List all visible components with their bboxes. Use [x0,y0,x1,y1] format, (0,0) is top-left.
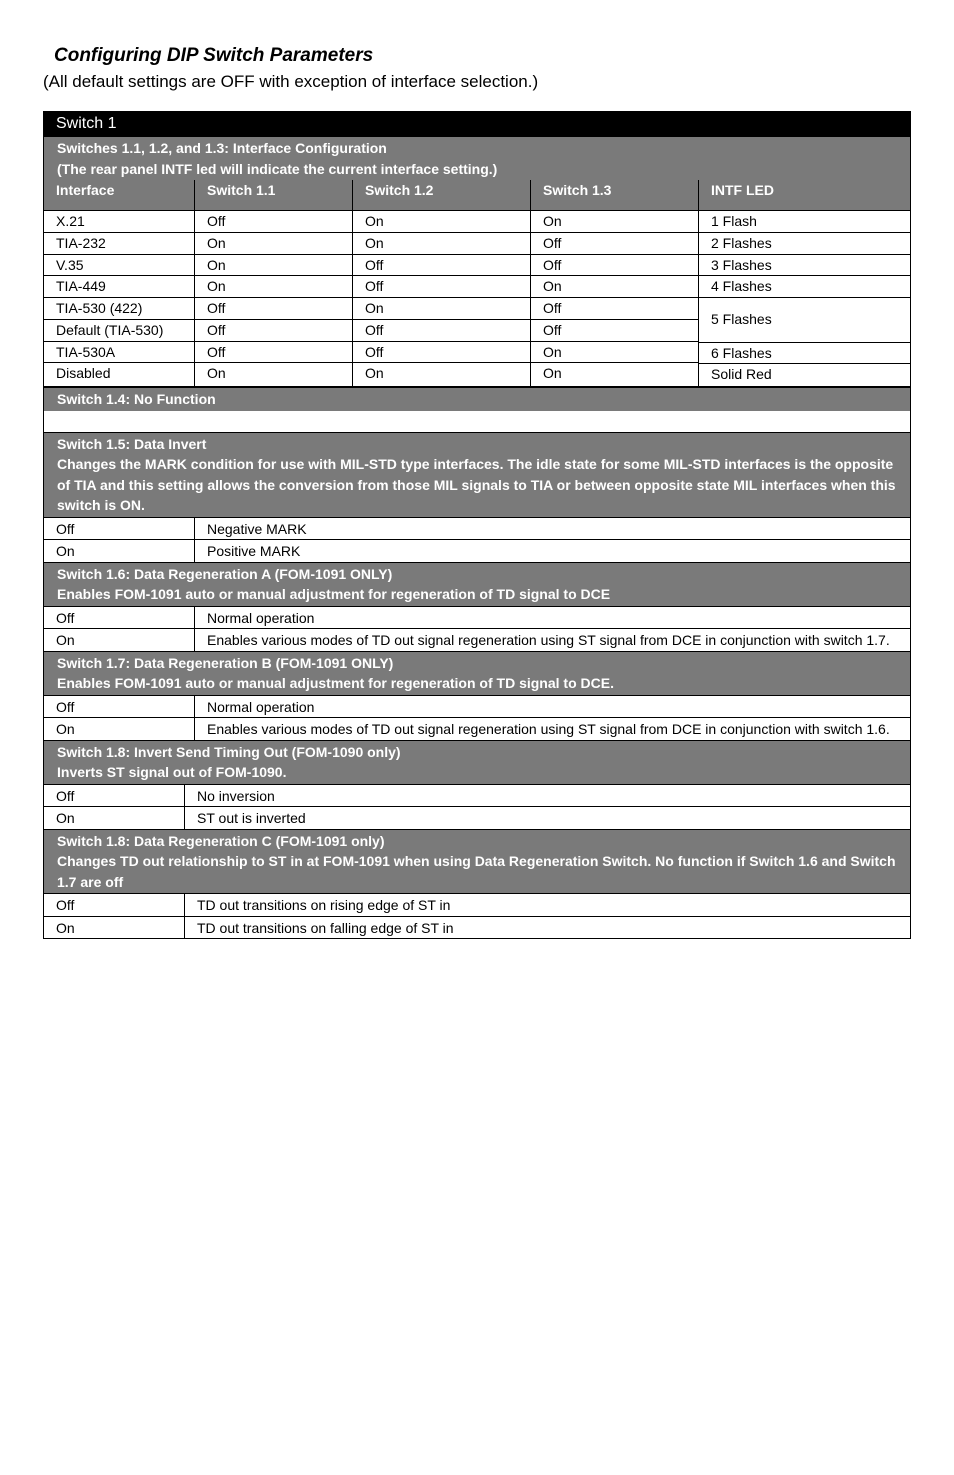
table-cell: 2 Flashes [699,233,910,255]
table-cell: On [543,365,562,382]
setting-value: Enables various modes of TD out signal regeneration using ST signal from DCE in conjunction with switch 1.7. [207,632,890,648]
column-header-switch-1-3: Switch 1.3 [531,180,699,210]
setting-key: On [44,540,195,562]
page-title: Configuring DIP Switch Parameters [54,45,374,66]
switch-1-5-header [43,433,911,517]
switch-1-8-invert-description: Inverts ST signal out of FOM-1090. [57,764,287,780]
table-cell: Off [353,255,530,277]
setting-key: Off [44,607,195,629]
setting-key: Off [44,785,185,807]
column-header-switch-1-2: Switch 1.2 [353,180,531,210]
setting-key: On [44,718,195,740]
table-cell: Solid Red [711,366,772,383]
table-cell: Disabled [56,365,111,382]
switch-1-4-header [43,387,911,411]
table-cell: V.35 [44,255,194,277]
table-cell: TIA-232 [44,233,194,255]
table-cell: TIA-530 (422) [44,298,194,320]
table-cell: Off [195,298,352,320]
switch1-header: Switch 1 [43,111,911,137]
table-cell: On [353,233,530,255]
table-cell: 6 Flashes [699,343,910,365]
switch-1-8-invert-title: Switch 1.8: Invert Send Timing Out (FOM-1090 only) [57,743,401,760]
table-cell: On [353,211,530,233]
table-row [43,917,911,940]
setting-value: Positive MARK [207,543,301,559]
interface-section-note: (The rear panel INTF led will indicate the current interface setting.) [57,160,498,177]
table-cell: On [531,211,698,233]
table-cell: Off [195,342,352,364]
table-cell: TIA-530A [44,342,194,364]
switch-1-7-header [43,652,911,695]
table-cell: Off [531,298,698,320]
table-cell-merged: 5 Flashes [699,298,910,343]
setting-value: TD out transitions on rising edge of ST in [197,897,451,913]
interface-column-headers [43,180,911,211]
switch-1-5-description: Changes the MARK condition for use with MIL-STD type interfaces. The idle state for some MIL-STD interfaces is the opposite of TIA and this setting allows the conversion from those MIL signals to TIA or between opposite state MIL interfaces when this switch is ON. [57,456,896,513]
table-row [43,695,911,719]
setting-value: Normal operation [207,698,315,715]
switch-1-8-regen-description: Changes TD out relationship to ST in at FOM-1091 when using Data Regeneration Switch. No function if Switch 1.6 and Switch 1.7 are off [57,853,896,890]
table-cell: Off [353,342,530,364]
setting-value: Negative MARK [207,520,307,537]
intf-led-column [699,211,910,386]
table-cell: Off [531,233,698,255]
table-cell: On [195,276,352,298]
setting-key: On [44,807,185,829]
page-subtitle: (All default settings are OFF with exception of interface selection.) [43,72,539,91]
setting-value: ST out is inverted [197,810,306,826]
table-row [43,606,911,630]
setting-key: Off [44,696,195,718]
column-header-intf-led: INTF LED [711,182,774,198]
table-row [43,629,911,652]
interface-table-body [43,211,911,387]
table-row [43,784,911,808]
setting-value: No inversion [197,787,275,804]
table-cell: 4 Flashes [699,276,910,298]
column-header-switch-1-1: Switch 1.1 [195,180,353,210]
setting-key: On [44,917,185,939]
column-header-interface: Interface [44,180,195,210]
table-row [43,517,911,541]
table-cell: Off [195,320,352,342]
interface-section-header [43,137,911,180]
interface-column [44,211,195,386]
switch-1-8-invert-header [43,741,911,784]
setting-key: On [44,629,195,651]
table-cell: On [531,342,698,364]
setting-value: TD out transitions on falling edge of ST in [197,919,454,936]
setting-value: Enables various modes of TD out signal regeneration using ST signal from DCE in conjunction with switch 1.6. [207,721,890,737]
table-cell: On [365,365,384,382]
table-cell: Default (TIA-530) [44,320,194,342]
table-cell: Off [353,320,530,342]
table-cell: Off [353,276,530,298]
table-cell: Off [531,255,698,277]
table-cell: 1 Flash [699,211,910,233]
table-cell: 3 Flashes [699,255,910,277]
table-row [43,540,911,563]
switch1-table [43,111,911,939]
switch-1-6-description: Enables FOM-1091 auto or manual adjustment for regeneration of TD signal to DCE [57,586,611,602]
switch-1-7-title: Switch 1.7: Data Regeneration B (FOM-1091 ONLY) [57,654,394,671]
switch-1-7-description: Enables FOM-1091 auto or manual adjustment for regeneration of TD signal to DCE. [57,675,614,691]
table-row [43,893,911,917]
interface-section-title: Switches 1.1, 1.2, and 1.3: Interface Configuration [57,140,387,156]
switch-1-5-title: Switch 1.5: Data Invert [57,435,207,452]
table-cell: On [353,298,530,320]
table-cell: On [207,365,226,382]
switch-1-8-regen-title: Switch 1.8: Data Regeneration C (FOM-1091 only) [57,832,385,849]
switch-1-3-column [531,211,699,386]
switch-1-6-header [43,563,911,606]
switch-1-1-column [195,211,353,386]
setting-key: Off [44,518,195,540]
table-cell: On [531,276,698,298]
switch-1-8-regen-header [43,830,911,894]
setting-value: Normal operation [207,609,315,626]
table-row [43,807,911,830]
table-cell: Off [531,320,698,342]
table-cell: On [195,255,352,277]
table-cell: Off [195,211,352,233]
switch-1-2-column [353,211,531,386]
table-cell: X.21 [44,211,194,233]
switch-1-6-title: Switch 1.6: Data Regeneration A (FOM-1091 ONLY) [57,565,393,582]
table-row [43,718,911,741]
empty-row [43,411,911,433]
table-cell: TIA-449 [44,276,194,298]
table-cell: On [195,233,352,255]
switch-1-4-title: Switch 1.4: No Function [57,391,216,407]
setting-key: Off [44,894,185,916]
